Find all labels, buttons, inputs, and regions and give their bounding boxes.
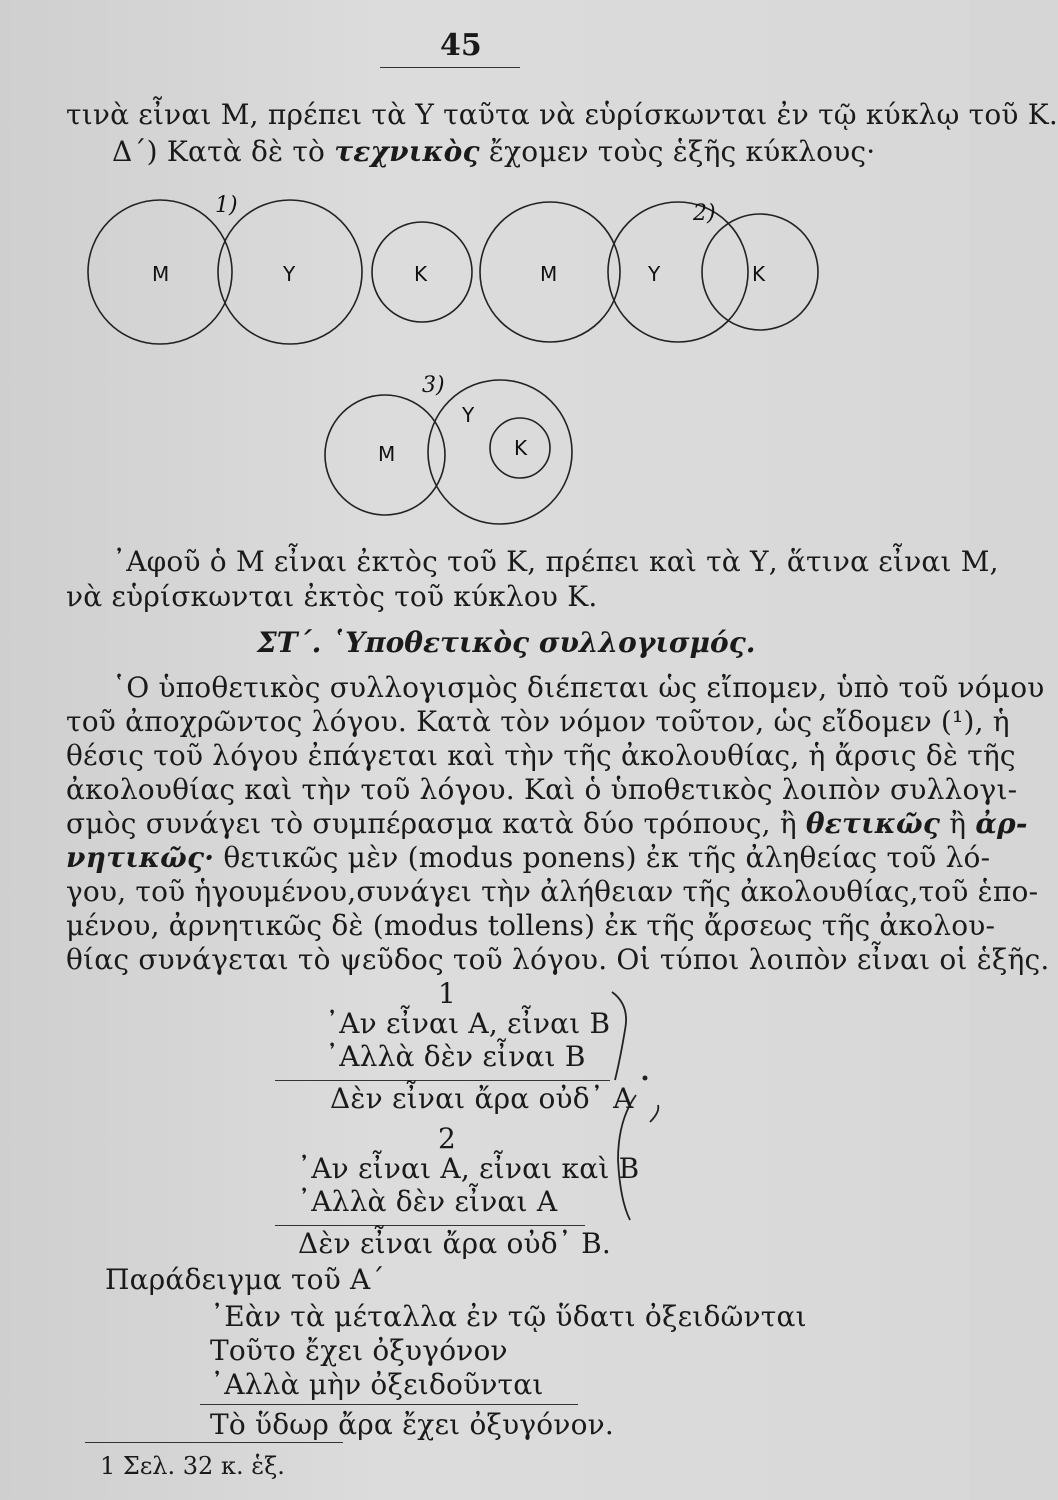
diagram-label-3: 3) [422, 373, 445, 398]
paragraph-line-5-or: ἢ [949, 807, 967, 840]
example-line-3: ᾿Αλλὰ μὴν ὀξειδοῦνται [210, 1368, 544, 1401]
d1-label-y: Y [283, 262, 296, 286]
section-title: ῾Υποθετικὸς συλλογισμός. [331, 626, 756, 659]
dot-mark [643, 1076, 648, 1081]
form-2-premise-1: ᾿Αν εἶναι Α, εἶναι καὶ Β [297, 1152, 640, 1185]
paragraph-line-8: μένου, ἀρνητικῶς δὲ (modus tollens) ἐκ τῆς ἄρσεως τῆς ἀκολου- [66, 909, 996, 942]
paragraph-line-5-start: σμὸς συνάγει τὸ συμπέρασμα κατὰ δύο τρόπους, ἢ [66, 807, 797, 840]
after-diagram-line-1: ᾿Αφοῦ ὁ Μ εἶναι ἐκτὸς τοῦ Κ, πρέπει καὶ τὰ Υ, ἅτινα εἶναι Μ, [112, 545, 999, 578]
d2-label-k: K [752, 262, 766, 286]
paragraph-line-6-rest: θετικῶς μὲν (modus ponens) ἐκ τῆς ἀληθείας τοῦ λό- [223, 841, 991, 874]
comma-mark [650, 1105, 658, 1122]
footnote-rule [85, 1442, 343, 1443]
paragraph-line-7: γου, τοῦ ἡγουμένου,συνάγει τὴν ἀλήθειαν τῆς ἀκολουθίας,τοῦ ἑπο- [66, 875, 1039, 908]
after-diagram-line-2: νὰ εὑρίσκωνται ἐκτὸς τοῦ κύκλου Κ. [66, 580, 598, 613]
paragraph-line-4: ἀκολουθίας καὶ τὴν τοῦ λόγου. Καὶ ὁ ὑποθετικὸς λοιπὸν συλλογι- [66, 773, 1018, 806]
example-rule [200, 1404, 578, 1405]
section-number: ΣΤ΄. [257, 626, 322, 659]
paragraph-line-1: ῾Ο ὑποθετικὸς συλλογισμὸς διέπεται ὡς εἴπομεν, ὑπὸ τοῦ νόμου [112, 671, 1045, 704]
example-line-2: Τοῦτο ἔχει ὀξυγόνον [210, 1334, 508, 1367]
d1-label-k: K [414, 262, 428, 286]
paragraph-line-2: τοῦ ἀποχρῶντος λόγου. Κατὰ τὸν νόμον τοῦτον, ὡς εἴδομεν (¹), ἡ [66, 705, 1010, 738]
footnote: 1 Σελ. 32 κ. ἑξ. [100, 1452, 285, 1480]
example-heading: Παράδειγμα τοῦ Α΄ [105, 1263, 385, 1296]
diagram-label-1: 1) [215, 193, 238, 218]
d3-label-k: K [514, 436, 528, 460]
d3-label-m: M [378, 442, 396, 466]
intro-line-1: τινὰ εἶναι Μ, πρέπει τὰ Υ ταῦτα νὰ εὑρίσκωνται ἐν τῷ κύκλῳ τοῦ Κ. [66, 98, 1058, 131]
page-number: 45 [440, 28, 482, 63]
form-1-number: 1 [438, 977, 457, 1010]
form-1-premise-2: ᾿Αλλὰ δὲν εἶναι Β [325, 1040, 586, 1073]
emphasis-arnetikos-start: ἀρ- [975, 807, 1028, 840]
d1-label-m: M [152, 262, 170, 286]
diagram-label-2: 2) [693, 201, 716, 226]
emphasis-arnetikos-end: νητικῶς· [66, 841, 215, 874]
brace-mark-1 [612, 992, 626, 1080]
brace-mark-2 [618, 1095, 636, 1220]
d3-label-y: Y [462, 403, 475, 427]
form-1-premise-1: ᾿Αν εἶναι Α, εἶναι Β [325, 1007, 611, 1040]
form-2-number: 2 [438, 1122, 457, 1155]
d2-label-m: M [540, 262, 558, 286]
paragraph-line-3: θέσις τοῦ λόγου ἐπάγεται καὶ τὴν τῆς ἀκολουθίας, ἡ ἄρσις δὲ τῆς [66, 739, 1016, 772]
emphasis-thetikos: θετικῶς [805, 807, 941, 840]
intro-line-2-end: ἔχομεν τοὺς ἑξῆς κύκλους· [488, 135, 876, 168]
example-line-1: ᾿Εὰν τὰ μέταλλα ἐν τῷ ὕδατι ὀξειδῶνται [210, 1300, 807, 1333]
intro-line-2-start: Δ΄) Κατὰ δὲ τὸ [112, 135, 326, 168]
example-conclusion: Τὸ ὕδωρ ἄρα ἔχει ὀξυγόνον. [210, 1408, 614, 1441]
form-2-conclusion: Δὲν εἶναι ἄρα οὐδ᾿ Β. [298, 1227, 611, 1260]
intro-line-2-emphasis: τεχνικὸς [334, 135, 480, 168]
paragraph-line-9: θίας συνάγεται τὸ ψεῦδος τοῦ λόγου. Οἱ τύποι λοιπὸν εἶναι οἱ ἑξῆς. [66, 943, 1050, 976]
d2-label-y: Y [648, 262, 661, 286]
form-2-premise-2: ᾿Αλλὰ δὲν εἶναι Α [297, 1185, 558, 1218]
form-1-conclusion: Δὲν εἶναι ἄρα οὐδ᾿ Α [330, 1082, 634, 1115]
